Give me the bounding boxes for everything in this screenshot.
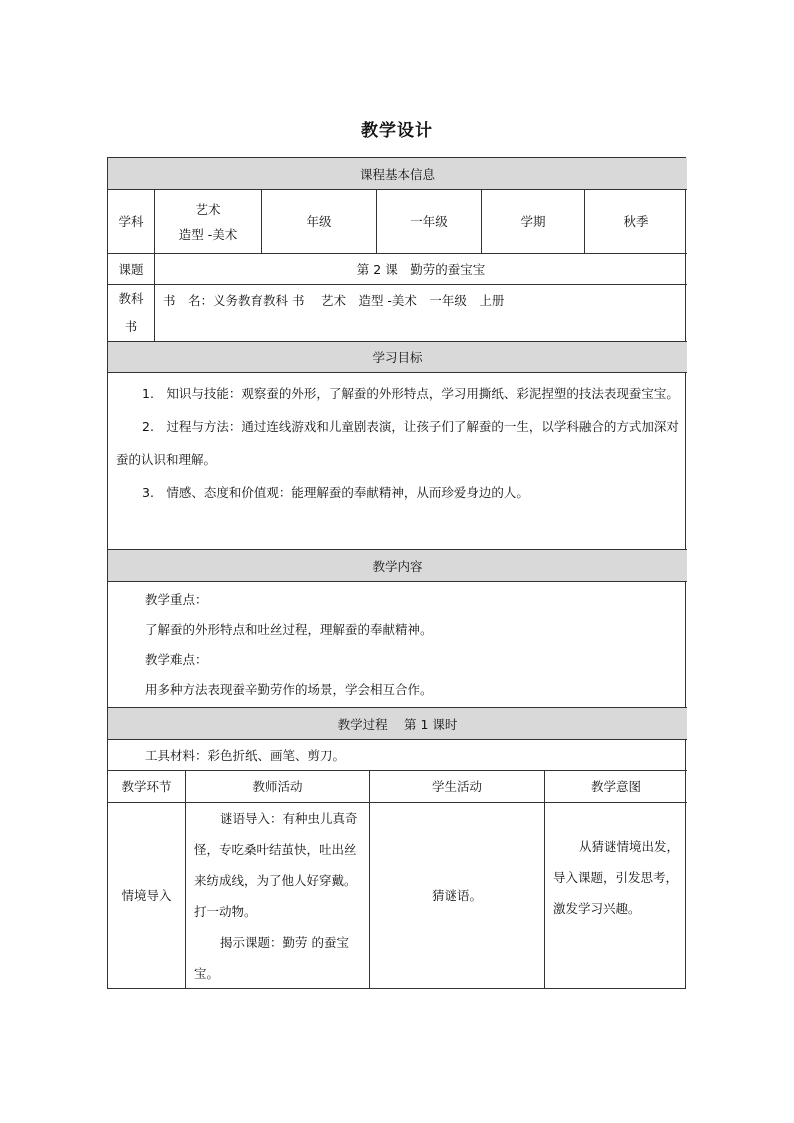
stage-text: 情境导入 <box>121 888 172 903</box>
objectives-body <box>108 372 687 549</box>
term-label: 学期 <box>520 214 546 229</box>
intent-cell <box>545 803 687 988</box>
grade-value-cell <box>377 190 482 253</box>
teacher-activity-cell <box>186 803 370 988</box>
process-column-headers <box>108 770 687 802</box>
term-value: 秋季 <box>623 214 649 229</box>
table-row <box>108 802 687 988</box>
col-teacher-label: 教师活动 <box>252 779 303 794</box>
objectives-header <box>108 341 687 372</box>
stage-cell <box>108 803 186 988</box>
difficult-point-text: 用多种方法表现蚕辛勤劳作的场景，学会相互合作。 <box>145 682 433 697</box>
term-value-cell <box>585 190 687 253</box>
topic-value-cell <box>155 254 687 284</box>
content-header-text: 教学内容 <box>372 558 423 574</box>
col-intent-label: 教学意图 <box>590 779 641 794</box>
content-body <box>108 581 687 707</box>
textbook-row <box>108 284 687 341</box>
subject-label-cell <box>108 190 155 253</box>
col-student-header <box>370 771 545 802</box>
process-header <box>108 707 687 739</box>
term-label-cell <box>482 190 585 253</box>
document-title: 教学设计 <box>361 121 433 141</box>
subject-row <box>108 189 687 253</box>
objective-item-1: 1. 知识与技能：观察蚕的外形，了解蚕的外形特点，学习用撕纸、彩泥捏塑的技法表现蚕宝宝。 <box>142 386 679 401</box>
subject-value-cell <box>155 190 262 253</box>
textbook-label-line2: 书 <box>124 319 138 334</box>
grade-label-cell <box>262 190 377 253</box>
key-point-label: 教学重点： <box>145 592 208 607</box>
topic-row <box>108 253 687 284</box>
content-header <box>108 549 687 581</box>
col-teacher-header <box>186 771 370 802</box>
textbook-label-line1: 教科 <box>118 291 144 306</box>
objectives-header-text: 学习目标 <box>372 350 423 365</box>
topic-label: 课题 <box>118 261 144 277</box>
tools-text: 工具材料：彩色折纸、画笔、剪刀。 <box>145 748 346 763</box>
textbook-value: 书 名：义务教育教科 书 艺术 造型 -美术 一年级 上册 <box>163 293 505 308</box>
objective-item-2: 2. 过程与方法：通过连线游戏和儿童剧表演，让孩子们了解蚕的一生，以学科融合的方式加深对蚕的认识和理解。 <box>116 419 679 467</box>
subject-label: 学科 <box>118 214 144 229</box>
difficult-point-label: 教学难点： <box>145 652 208 667</box>
topic-label-cell <box>108 254 155 284</box>
basic-info-header-text: 课程基本信息 <box>359 166 435 182</box>
col-intent-header <box>545 771 687 802</box>
col-stage-label: 教学环节 <box>121 779 172 794</box>
intent-text: 从猜谜情境出发，导入课题，引发思考，激发学习兴趣。 <box>553 839 680 916</box>
textbook-value-cell <box>155 285 687 341</box>
grade-label: 年级 <box>306 214 332 229</box>
student-activity-cell <box>370 803 545 988</box>
col-stage-header <box>108 771 186 802</box>
teacher-activity-p2: 揭示课题：勤劳 的蚕宝宝。 <box>194 935 349 981</box>
topic-value: 第 2 课 勤劳的蚕宝宝 <box>356 261 486 277</box>
grade-value: 一年级 <box>410 214 448 229</box>
subject-value-line2: 造型 -美术 <box>178 226 238 242</box>
process-header-text: 教学过程 第 1 课时 <box>337 716 458 732</box>
key-point-text: 了解蚕的外形特点和吐丝过程，理解蚕的奉献精神。 <box>145 622 433 637</box>
textbook-label-cell <box>108 285 155 341</box>
subject-value-line1: 艺术 <box>195 201 221 217</box>
lesson-plan-table <box>107 157 686 989</box>
col-student-label: 学生活动 <box>431 779 482 794</box>
tools-row <box>108 739 687 770</box>
teacher-activity-p1: 谜语导入：有种虫儿真奇怪，专吃桑叶结茧快，吐出丝来纺成线，为了他人好穿戴。打一动物。 <box>194 811 358 919</box>
basic-info-header <box>108 158 687 189</box>
objective-item-3: 3. 情感、态度和价值观：能理解蚕的奉献精神，从而珍爱身边的人。 <box>142 485 529 500</box>
student-activity-text: 猜谜语。 <box>431 888 482 903</box>
